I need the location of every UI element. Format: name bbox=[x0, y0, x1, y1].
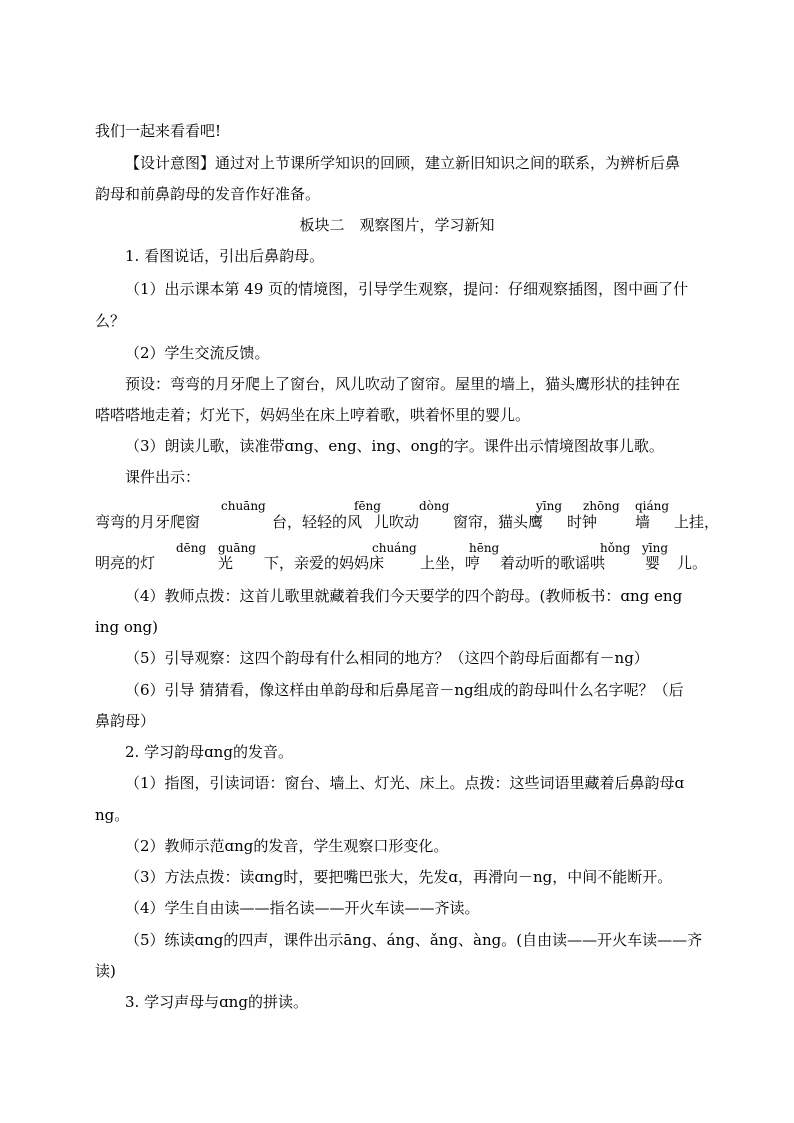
poem-2-seg-3: 下，亲爱的妈妈床 bbox=[264, 554, 385, 572]
poem-2-seg-4: 上坐，哼 bbox=[420, 554, 481, 572]
pinyin-feng: fēng bbox=[354, 499, 381, 513]
step-2-5-line-a: （5）练读ɑng的四声，课件出示āng、áng、ǎng、àng。(自由读——开火车读——齐 bbox=[125, 931, 703, 949]
step-2-5-line-b: 读) bbox=[95, 962, 116, 980]
poem-1-seg-4: 窗帘，猫头鹰 bbox=[453, 513, 544, 531]
section-title: 板块二 观察图片，学习新知 bbox=[299, 216, 495, 234]
poem-1-seg-2: 台，轻轻的风 bbox=[272, 513, 363, 531]
pinyin-heng: hēng bbox=[469, 541, 500, 555]
step-3-heading: 3. 学习声母与ɑng的拼读。 bbox=[125, 993, 308, 1011]
pinyin-deng: dēng bbox=[176, 541, 207, 555]
step-2-1-line-a: （1）指图，引读词语：窗台、墙上、灯光、床上。点拨：这些词语里藏着后鼻韵母ɑ bbox=[125, 774, 685, 792]
poem-1-seg-6: 墙 bbox=[635, 513, 651, 531]
intro-line: 我们一起来看看吧! bbox=[95, 122, 222, 140]
step-2-2: （2）教师示范ɑng的发音，学生观察口形变化。 bbox=[125, 837, 449, 855]
poem-2-seg-7: 儿。 bbox=[677, 554, 708, 572]
pinyin-zhong: zhōng bbox=[583, 499, 620, 513]
step-1-heading: 1. 看图说话，引出后鼻韵母。 bbox=[125, 247, 325, 265]
step-1-5: （5）引导观察：这四个韵母有什么相同的地方？（这四个韵母后面都有－ng） bbox=[125, 649, 649, 667]
step-1-2: （2）学生交流反馈。 bbox=[125, 344, 270, 362]
pinyin-ying-owl: yīng bbox=[536, 499, 563, 513]
preset-line-a: 预设：弯弯的月牙爬上了窗台，风儿吹动了窗帘。屋里的墙上，猫头鹰形状的挂钟在 bbox=[125, 375, 681, 393]
pinyin-chuang: chuāng bbox=[221, 499, 266, 513]
poem-2-seg-6: 婴 bbox=[645, 554, 661, 572]
design-intent-line-2: 韵母和前鼻韵母的发音作好准备。 bbox=[95, 185, 321, 203]
poem-1-seg-3: 儿吹动 bbox=[374, 513, 420, 531]
design-intent-line-1: 【设计意图】通过对上节课所学知识的回顾，建立新旧知识之间的联系，为辨析后鼻 bbox=[125, 154, 681, 172]
poem-1-seg-5: 时钟 bbox=[567, 513, 598, 531]
step-2-3: （3）方法点拨：读ɑng时，要把嘴巴张大，先发ɑ，再滑向－ng，中间不能断开。 bbox=[125, 868, 673, 886]
poem-2-seg-2: 光 bbox=[218, 554, 234, 572]
courseware-label: 课件出示： bbox=[125, 468, 201, 486]
step-2-heading: 2. 学习韵母ɑng的发音。 bbox=[125, 743, 293, 761]
step-1-3: （3）朗读儿歌，读准带ɑng、eng、ing、ong的字。课件出示情境图故事儿歌。 bbox=[125, 437, 664, 455]
step-2-4: （4）学生自由读——指名读——开火车读——齐读。 bbox=[125, 899, 480, 917]
pinyin-hong: hǒng bbox=[600, 541, 631, 555]
step-1-6-line-b: 鼻韵母） bbox=[95, 712, 156, 730]
pinyin-ying-baby: yīng bbox=[642, 541, 669, 555]
step-1-4-line-b: ing ong) bbox=[95, 618, 158, 636]
pinyin-dong: dòng bbox=[419, 499, 450, 513]
poem-1-seg-1: 弯弯的月牙爬窗 bbox=[95, 513, 201, 531]
poem-2-seg-1: 明亮的灯 bbox=[95, 554, 156, 572]
poem-2-seg-5: 着动听的歌谣哄 bbox=[500, 554, 606, 572]
pinyin-guang: guāng bbox=[218, 541, 256, 555]
step-2-1-line-b: ng。 bbox=[95, 806, 130, 824]
poem-1-seg-7: 上挂， bbox=[674, 513, 720, 531]
step-1-1-line-b: 么？ bbox=[95, 312, 126, 330]
pinyin-qiang: qiáng bbox=[635, 499, 670, 513]
preset-line-b: 嗒嗒嗒地走着；灯光下，妈妈坐在床上哼着歌，哄着怀里的婴儿。 bbox=[95, 406, 531, 424]
step-1-6-line-a: （6）引导 猜猜看，像这样由单韵母和后鼻尾音－ng组成的韵母叫什么名字呢？（后 bbox=[125, 681, 684, 699]
step-1-1-line-a: （1）出示课本第 49 页的情境图，引导学生观察，提问：仔细观察插图，图中画了什 bbox=[125, 280, 689, 298]
step-1-4-line-a: （4）教师点拨：这首儿歌里就藏着我们今天要学的四个韵母。(教师板书：ɑng eng bbox=[125, 587, 683, 605]
pinyin-chuang-bed: chuáng bbox=[372, 541, 417, 555]
